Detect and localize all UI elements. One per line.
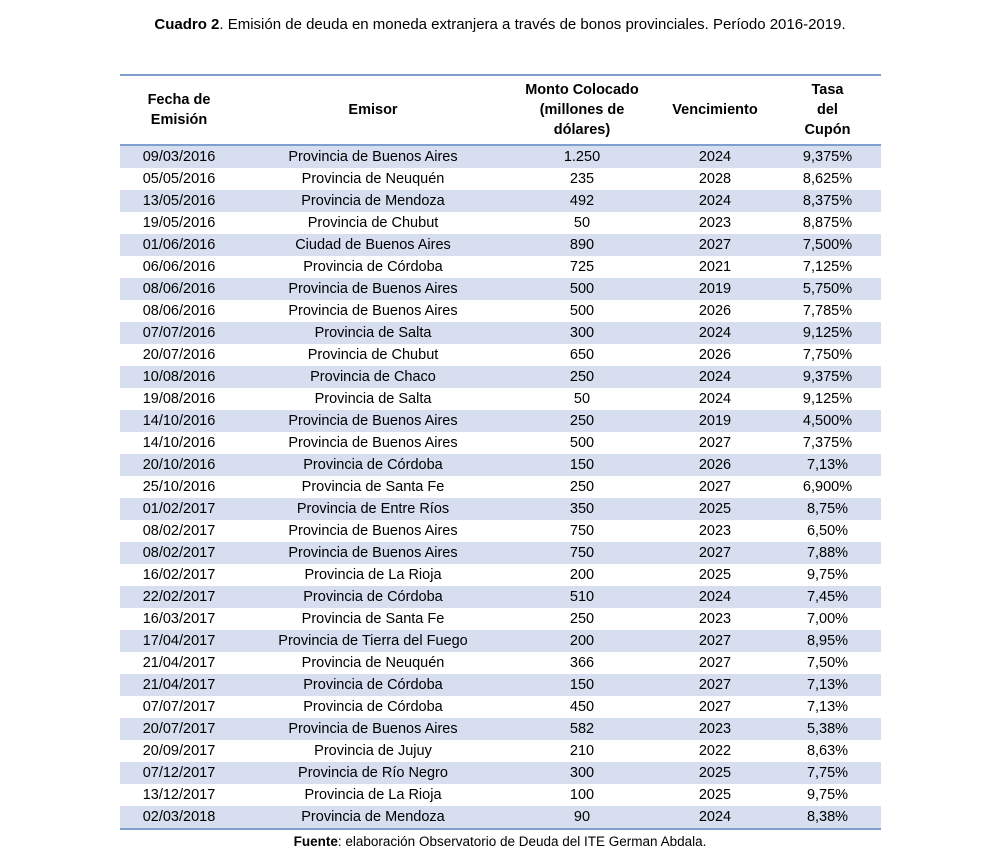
tasa-cell: 7,13%	[774, 454, 881, 476]
monto-cell: 1.250	[508, 145, 656, 168]
tasa-cell: 7,750%	[802, 347, 853, 363]
emisor-cell: Provincia de Mendoza	[238, 190, 508, 212]
fecha-cell: 13/05/2016	[120, 190, 238, 212]
monto-cell: 500	[569, 435, 595, 451]
monto-cell: 210	[569, 743, 595, 759]
vencimiento-cell: 2024	[656, 806, 774, 829]
vencimiento-cell: 2023	[698, 523, 732, 539]
header-fecha: Fecha de Emisión	[120, 75, 238, 145]
table-row	[120, 322, 881, 344]
vencimiento-cell: 2027	[656, 234, 774, 256]
emisor-cell: Provincia de Chaco	[238, 366, 508, 388]
emisor-cell: Provincia de Buenos Aires	[288, 303, 458, 319]
emisor-cell: Provincia de Córdoba	[238, 586, 508, 608]
table-row	[120, 696, 881, 718]
table-row	[120, 212, 881, 234]
vencimiento-cell: 2027	[656, 674, 774, 696]
table-row	[120, 476, 881, 498]
tasa-cell: 7,75%	[774, 762, 881, 784]
source-note	[110, 834, 890, 849]
debt-issuance-table	[120, 74, 881, 830]
tasa-cell: 8,875%	[802, 215, 853, 231]
monto-cell: 450	[569, 699, 595, 715]
fecha-cell: 01/06/2016	[120, 234, 238, 256]
vencimiento-cell: 2027	[698, 655, 732, 671]
vencimiento-cell: 2026	[698, 347, 732, 363]
emisor-cell: Provincia de Buenos Aires	[238, 410, 508, 432]
table-row	[120, 454, 881, 476]
vencimiento-cell: 2027	[656, 542, 774, 564]
header-monto: Monto Colocado (millones de dólares)	[508, 75, 656, 145]
table-row	[120, 388, 881, 410]
vencimiento-cell: 2027	[698, 699, 732, 715]
fecha-cell: 06/06/2016	[142, 259, 216, 275]
fecha-cell: 16/03/2017	[142, 611, 216, 627]
vencimiento-cell: 2025	[698, 787, 732, 803]
vencimiento-cell: 2025	[656, 498, 774, 520]
monto-cell: 500	[508, 278, 656, 300]
emisor-cell: Provincia de Buenos Aires	[238, 718, 508, 740]
table-row	[120, 278, 881, 300]
table-row	[120, 234, 881, 256]
monto-cell: 500	[569, 303, 595, 319]
table-row	[120, 344, 881, 366]
emisor-cell: Provincia de Entre Ríos	[238, 498, 508, 520]
monto-cell: 510	[508, 586, 656, 608]
tasa-cell: 7,50%	[806, 655, 849, 671]
fecha-cell: 14/10/2016	[120, 410, 238, 432]
emisor-cell: Provincia de Santa Fe	[301, 611, 445, 627]
tasa-cell: 9,75%	[806, 567, 849, 583]
tasa-cell: 8,375%	[774, 190, 881, 212]
monto-cell: 250	[508, 366, 656, 388]
fecha-cell: 08/02/2017	[120, 542, 238, 564]
caption-text: . Emisión de deuda en moneda extranjera a través de bonos provinciales. Período 2016-2019.	[219, 16, 846, 33]
fecha-cell: 07/07/2016	[120, 322, 238, 344]
emisor-cell: Provincia de Neuquén	[301, 655, 445, 671]
debt-table-container	[120, 74, 881, 830]
table-row	[120, 652, 881, 674]
vencimiento-cell: 2024	[656, 145, 774, 168]
tasa-cell: 8,625%	[802, 171, 853, 187]
fecha-cell: 08/06/2016	[120, 278, 238, 300]
monto-cell: 300	[508, 322, 656, 344]
emisor-cell: Provincia de Chubut	[307, 215, 439, 231]
monto-cell: 300	[508, 762, 656, 784]
table-row	[120, 586, 881, 608]
tasa-cell: 7,45%	[774, 586, 881, 608]
fecha-cell: 08/06/2016	[142, 303, 216, 319]
tasa-cell: 6,900%	[802, 479, 853, 495]
fecha-cell: 08/02/2017	[142, 523, 216, 539]
tasa-cell: 9,375%	[774, 366, 881, 388]
vencimiento-cell: 2026	[656, 454, 774, 476]
fecha-cell: 19/08/2016	[142, 391, 216, 407]
emisor-cell: Provincia de Buenos Aires	[288, 435, 458, 451]
header-emisor: Emisor	[238, 75, 508, 145]
header-tasa: Tasa del Cupón	[774, 75, 881, 145]
monto-cell: 100	[569, 787, 595, 803]
source-text: : elaboración Observatorio de Deuda del ITE German Abdala.	[337, 834, 707, 849]
fecha-cell: 20/09/2017	[142, 743, 216, 759]
vencimiento-cell: 2027	[698, 479, 732, 495]
emisor-cell: Provincia de La Rioja	[304, 787, 442, 803]
fecha-cell: 21/04/2017	[142, 655, 216, 671]
fecha-cell: 07/07/2017	[142, 699, 216, 715]
monto-cell: 750	[569, 523, 595, 539]
emisor-cell: Provincia de Buenos Aires	[238, 145, 508, 168]
table-row	[120, 718, 881, 740]
fecha-cell: 25/10/2016	[142, 479, 216, 495]
monto-cell: 235	[569, 171, 595, 187]
emisor-cell: Provincia de Salta	[238, 322, 508, 344]
fecha-cell: 20/07/2016	[142, 347, 216, 363]
emisor-cell: Provincia de La Rioja	[304, 567, 442, 583]
fecha-cell: 21/04/2017	[120, 674, 238, 696]
tasa-cell: 8,63%	[806, 743, 849, 759]
tasa-cell: 9,125%	[774, 322, 881, 344]
fecha-cell: 05/05/2016	[142, 171, 216, 187]
emisor-cell: Provincia de Salta	[314, 391, 432, 407]
fecha-cell: 09/03/2016	[120, 145, 238, 168]
table-row	[120, 410, 881, 432]
table-body	[120, 145, 881, 829]
monto-cell: 582	[508, 718, 656, 740]
vencimiento-cell: 2024	[656, 366, 774, 388]
monto-cell: 250	[569, 479, 595, 495]
fecha-cell: 10/08/2016	[120, 366, 238, 388]
vencimiento-cell: 2025	[656, 762, 774, 784]
vencimiento-cell: 2022	[698, 743, 732, 759]
vencimiento-cell: 2023	[698, 215, 732, 231]
vencimiento-cell: 2019	[656, 278, 774, 300]
emisor-cell: Provincia de Santa Fe	[301, 479, 445, 495]
fecha-cell: 20/10/2016	[120, 454, 238, 476]
table-row	[120, 145, 881, 168]
monto-cell: 200	[569, 567, 595, 583]
emisor-cell: Provincia de Buenos Aires	[238, 278, 508, 300]
monto-cell: 250	[569, 611, 595, 627]
table-row	[120, 564, 881, 586]
monto-cell: 250	[508, 410, 656, 432]
emisor-cell: Provincia de Buenos Aires	[288, 523, 458, 539]
emisor-cell: Provincia de Neuquén	[301, 171, 445, 187]
tasa-cell: 8,95%	[774, 630, 881, 652]
fecha-cell: 22/02/2017	[120, 586, 238, 608]
emisor-cell: Provincia de Río Negro	[238, 762, 508, 784]
fecha-cell: 13/12/2017	[142, 787, 216, 803]
emisor-cell: Provincia de Tierra del Fuego	[238, 630, 508, 652]
tasa-cell: 5,38%	[774, 718, 881, 740]
monto-cell: 890	[508, 234, 656, 256]
monto-cell: 50	[573, 215, 591, 231]
table-row	[120, 432, 881, 454]
emisor-cell: Provincia de Córdoba	[303, 259, 443, 275]
tasa-cell: 6,50%	[806, 523, 849, 539]
fecha-cell: 19/05/2016	[142, 215, 216, 231]
table-row	[120, 806, 881, 829]
vencimiento-cell: 2024	[656, 322, 774, 344]
vencimiento-cell: 2024	[656, 190, 774, 212]
tasa-cell: 9,125%	[802, 391, 853, 407]
fecha-cell: 02/03/2018	[120, 806, 238, 829]
tasa-cell: 7,13%	[774, 674, 881, 696]
emisor-cell: Provincia de Chubut	[307, 347, 439, 363]
table-row	[120, 740, 881, 762]
table-row	[120, 762, 881, 784]
monto-cell: 50	[573, 391, 591, 407]
monto-cell: 725	[569, 259, 595, 275]
emisor-cell: Ciudad de Buenos Aires	[238, 234, 508, 256]
caption-label: Cuadro 2	[154, 16, 220, 33]
tasa-cell: 7,88%	[774, 542, 881, 564]
monto-cell: 150	[508, 454, 656, 476]
monto-cell: 150	[508, 674, 656, 696]
emisor-cell: Provincia de Mendoza	[238, 806, 508, 829]
table-row	[120, 520, 881, 542]
monto-cell: 650	[569, 347, 595, 363]
monto-cell: 90	[508, 806, 656, 829]
tasa-cell: 7,13%	[806, 699, 849, 715]
tasa-cell: 8,75%	[774, 498, 881, 520]
tasa-cell: 8,38%	[774, 806, 881, 829]
vencimiento-cell: 2024	[698, 391, 732, 407]
fecha-cell: 01/02/2017	[120, 498, 238, 520]
vencimiento-cell: 2021	[698, 259, 732, 275]
monto-cell: 492	[508, 190, 656, 212]
source-label: Fuente	[293, 834, 338, 849]
fecha-cell: 14/10/2016	[142, 435, 216, 451]
table-row	[120, 366, 881, 388]
table-row	[120, 784, 881, 806]
table-row	[120, 498, 881, 520]
vencimiento-cell: 2023	[698, 611, 732, 627]
tasa-cell: 5,750%	[774, 278, 881, 300]
table-row	[120, 674, 881, 696]
table-row	[120, 168, 881, 190]
vencimiento-cell: 2019	[656, 410, 774, 432]
table-row	[120, 190, 881, 212]
vencimiento-cell: 2028	[698, 171, 732, 187]
table-row	[120, 300, 881, 322]
tasa-cell: 7,00%	[806, 611, 849, 627]
monto-cell: 366	[569, 655, 595, 671]
tasa-cell: 9,75%	[806, 787, 849, 803]
emisor-cell: Provincia de Buenos Aires	[238, 542, 508, 564]
vencimiento-cell: 2027	[698, 435, 732, 451]
header-vencimiento: Vencimiento	[656, 75, 774, 145]
fecha-cell: 17/04/2017	[120, 630, 238, 652]
vencimiento-cell: 2024	[656, 586, 774, 608]
table-header-row	[120, 75, 881, 145]
fecha-cell: 16/02/2017	[142, 567, 216, 583]
fecha-cell: 07/12/2017	[120, 762, 238, 784]
table-row	[120, 256, 881, 278]
table-row	[120, 630, 881, 652]
fecha-cell: 20/07/2017	[120, 718, 238, 740]
table-row	[120, 608, 881, 630]
table-row	[120, 542, 881, 564]
tasa-cell: 7,375%	[802, 435, 853, 451]
tasa-cell: 7,500%	[774, 234, 881, 256]
vencimiento-cell: 2027	[656, 630, 774, 652]
tasa-cell: 7,785%	[802, 303, 853, 319]
tasa-cell: 7,125%	[802, 259, 853, 275]
vencimiento-cell: 2025	[698, 567, 732, 583]
emisor-cell: Provincia de Córdoba	[303, 699, 443, 715]
vencimiento-cell: 2023	[656, 718, 774, 740]
emisor-cell: Provincia de Córdoba	[238, 454, 508, 476]
vencimiento-cell: 2026	[698, 303, 732, 319]
tasa-cell: 9,375%	[774, 145, 881, 168]
tasa-cell: 4,500%	[774, 410, 881, 432]
monto-cell: 200	[508, 630, 656, 652]
emisor-cell: Provincia de Jujuy	[314, 743, 432, 759]
monto-cell: 350	[508, 498, 656, 520]
monto-cell: 750	[508, 542, 656, 564]
emisor-cell: Provincia de Córdoba	[238, 674, 508, 696]
table-caption	[110, 12, 890, 37]
